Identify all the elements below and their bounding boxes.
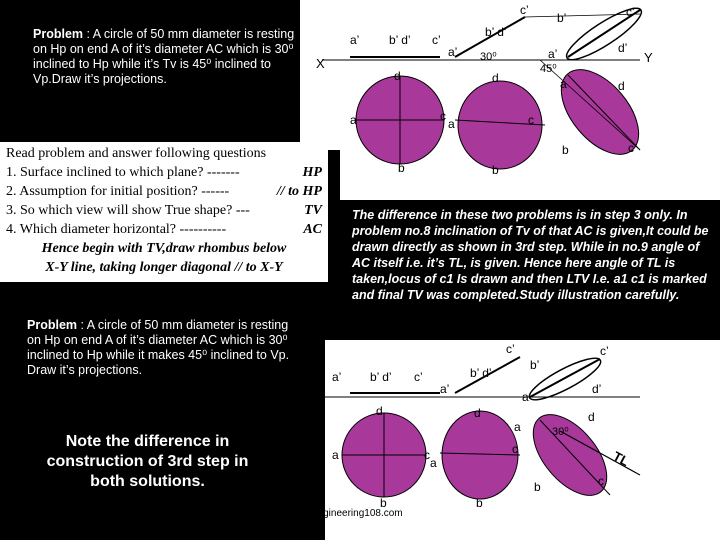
fv3-b: b’ <box>557 11 567 25</box>
fv3-d-b: d’ <box>592 382 602 396</box>
tv3-b-b: b <box>534 480 541 494</box>
tv1-b-b: b <box>380 496 387 510</box>
fv3-b-b: b’ <box>530 358 540 372</box>
question-1: 1. Surface inclined to which plane? ------- HP <box>6 165 322 180</box>
tv3-d: d <box>618 79 625 93</box>
tv3-a: a <box>560 77 567 91</box>
fv2-c: c’ <box>520 3 529 17</box>
fv1-c-b: c’ <box>414 370 423 384</box>
tv3-a-b: a <box>514 420 521 434</box>
question-3: 3. So which view will show True shape? --- TV <box>6 203 322 218</box>
label-x: X <box>316 56 325 71</box>
fv3-d: d’ <box>618 41 628 55</box>
fv3-a-b: a <box>522 390 529 404</box>
note-bottom: Note the difference in construction of 3rd step in both solutions. <box>46 433 249 490</box>
fv1-bd: b’ d’ <box>389 33 411 47</box>
fv2-c-b: c’ <box>506 342 515 356</box>
problem-top <box>33 27 301 87</box>
fv3-c-b: c’ <box>600 344 609 358</box>
questions-panel <box>0 142 328 282</box>
fv3-a: a’ <box>548 47 558 61</box>
fv1-c: c’ <box>432 33 441 47</box>
angle-30-top: 30⁰ <box>480 51 497 63</box>
question-4: 4. Which diameter horizontal? ---------- AC <box>6 222 322 237</box>
fv2-a-b: a’ <box>440 382 450 396</box>
problem-bottom <box>27 318 292 378</box>
tv2-b: b <box>492 163 499 177</box>
fv1-a-b: a’ <box>332 370 342 384</box>
tv2-a-b: a <box>430 456 437 470</box>
tv1-d-b: d <box>376 404 383 418</box>
fv2-a: a’ <box>448 45 458 59</box>
fv1-bd-b: b’ d’ <box>370 370 392 384</box>
tv2-b-b: b <box>476 496 483 510</box>
tv3-d-b: d <box>588 410 595 424</box>
angle-45-top: 45⁰ <box>540 63 557 75</box>
conclusion-1: Hence begin with TV,draw rhombus below <box>41 241 287 256</box>
tv1-c: c <box>440 109 446 123</box>
problem-bottom-text: : A circle of 50 mm diameter is resting on Hp on end A of it’s diameter AC which is 30⁰ inclined to Hp while it makes 45⁰ inclined to Vp. Draw it’s projections. <box>27 318 290 377</box>
questions-intro: Read problem and answer following questions <box>6 146 267 161</box>
conclusion-2: X-Y line, taking longer diagonal // to X-Y <box>45 260 283 275</box>
tl-label: TL <box>610 448 632 470</box>
tv3-b: b <box>562 143 569 157</box>
tv2-c: c <box>528 113 534 127</box>
tv2-d: d <box>492 71 499 85</box>
credit: engineering108.com <box>312 508 403 519</box>
difference-note: The difference in these two problems is in step 3 only. In problem no.8 inclination of Tv of that AC is given,It could be drawn directly as shown in 3rd step. While in no.9 angle of AC itself i.e. it’s TL, is given. Hence here angle of TL is taken,locus of c1 Is drawn and then LTV I.e. a1 c1 is marked and final TV was completed.Study illustration carefully. <box>352 208 709 302</box>
tv1-a: a <box>350 113 357 127</box>
label-y: Y <box>644 50 653 65</box>
problem-top-label: Problem <box>33 27 84 41</box>
tv2-c-b: c <box>512 442 518 456</box>
tv1-b: b <box>398 161 405 175</box>
tv2-a: a <box>448 117 455 131</box>
tv1-c-b: c <box>424 448 430 462</box>
question-2: 2. Assumption for initial position? ------ // to HP <box>6 184 322 199</box>
fv2-bd: b’ d’ <box>485 25 507 39</box>
tv1-d: d <box>394 69 401 83</box>
tv2-d-b: d <box>474 406 481 420</box>
fv1-a: a’ <box>350 33 360 47</box>
fv3-c: c’ <box>626 5 635 19</box>
angle-30-bottom: 30⁰ <box>552 426 569 438</box>
fv2-bd-b: b’ d’ <box>470 366 492 380</box>
problem-bottom-label: Problem <box>27 318 78 332</box>
tv3-c: c <box>628 141 634 155</box>
tv1-a-b: a <box>332 448 339 462</box>
problem-top-text: : A circle of 50 mm diameter is resting on Hp on end A of it’s diameter AC which is 30⁰ inclined to Hp while it’s Tv is 45⁰ inclined to Vp.Draw it’s projections. <box>33 27 295 86</box>
tv3-c-b: c <box>598 474 604 488</box>
